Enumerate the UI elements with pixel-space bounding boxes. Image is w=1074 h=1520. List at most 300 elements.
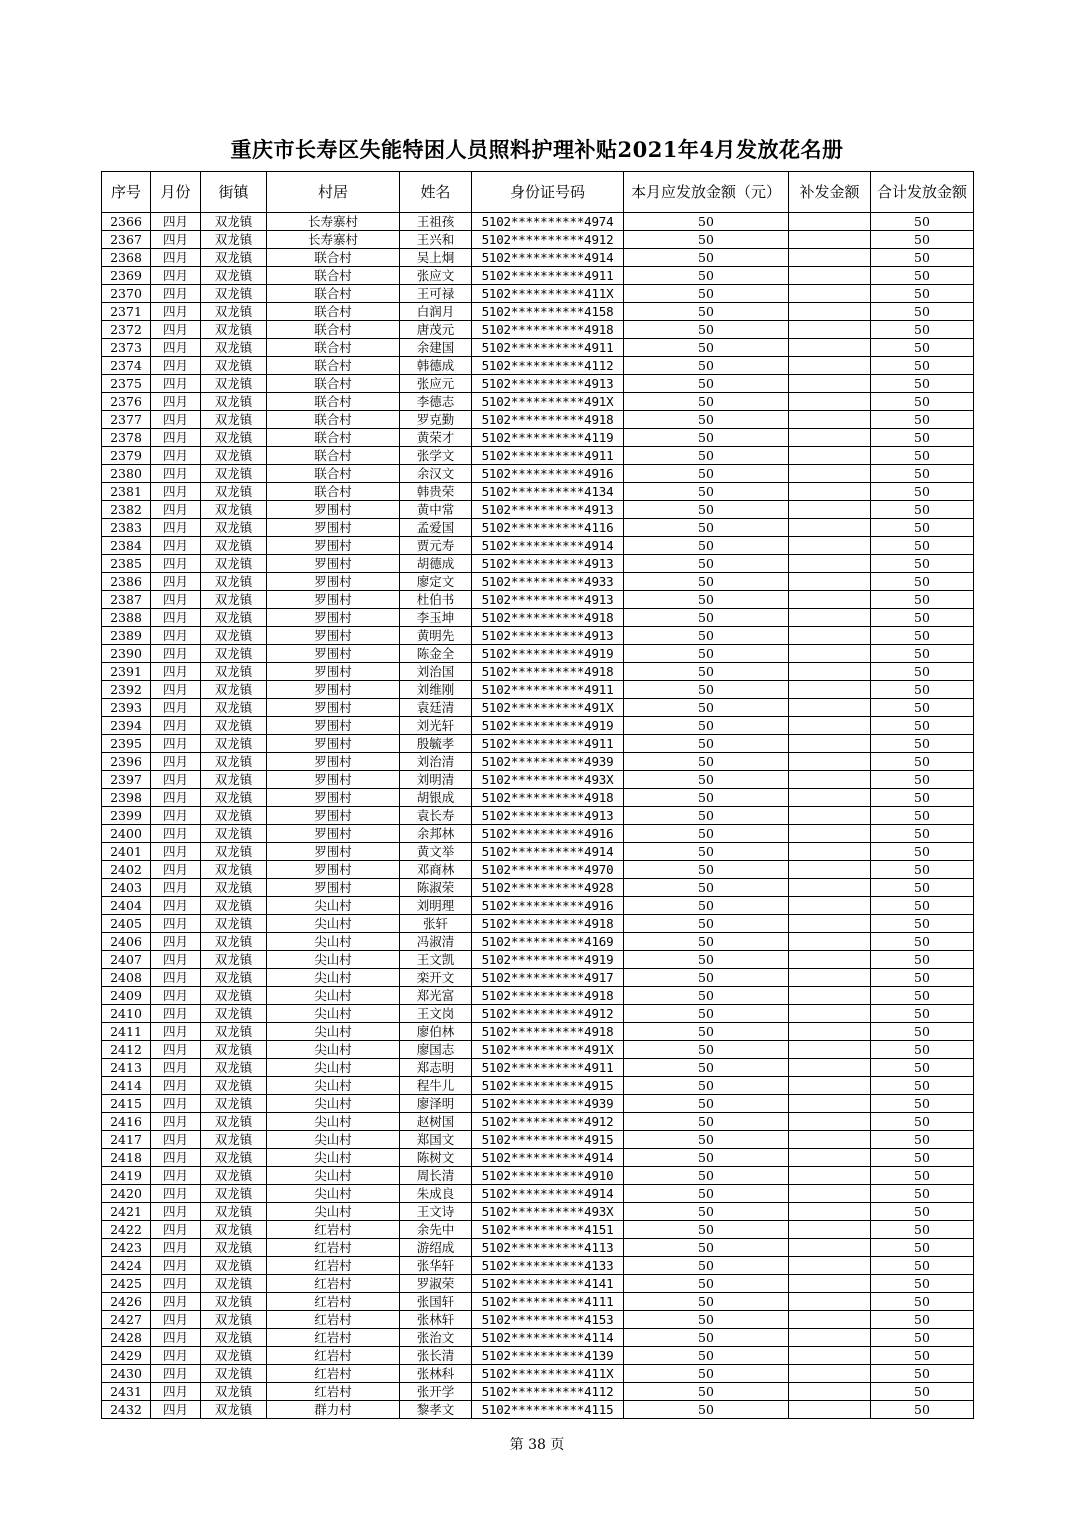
month-cell: 四月 xyxy=(151,447,201,465)
back-pay-cell xyxy=(789,915,871,933)
back-pay-cell xyxy=(789,843,871,861)
total-amount-cell: 50 xyxy=(871,753,974,771)
town-cell: 双龙镇 xyxy=(201,663,267,681)
month-cell: 四月 xyxy=(151,645,201,663)
id-number-cell: 5102**********4916 xyxy=(472,825,624,843)
id-number-cell: 5102**********4918 xyxy=(472,915,624,933)
total-amount-cell: 50 xyxy=(871,1023,974,1041)
village-cell: 尖山村 xyxy=(267,1203,400,1221)
total-amount-cell: 50 xyxy=(871,717,974,735)
seq-cell: 2430 xyxy=(102,1365,151,1383)
name-cell: 张林轩 xyxy=(400,1311,472,1329)
village-cell: 尖山村 xyxy=(267,933,400,951)
name-cell: 王文岗 xyxy=(400,1005,472,1023)
amount-due-cell: 50 xyxy=(624,897,789,915)
id-number-cell: 5102**********411X xyxy=(472,285,624,303)
village-cell: 尖山村 xyxy=(267,1023,400,1041)
name-cell: 张国轩 xyxy=(400,1293,472,1311)
amount-due-cell: 50 xyxy=(624,1311,789,1329)
village-cell: 红岩村 xyxy=(267,1347,400,1365)
header-month: 月份 xyxy=(151,172,201,213)
id-number-cell: 5102**********4915 xyxy=(472,1131,624,1149)
town-cell: 双龙镇 xyxy=(201,303,267,321)
seq-cell: 2394 xyxy=(102,717,151,735)
town-cell: 双龙镇 xyxy=(201,1059,267,1077)
total-amount-cell: 50 xyxy=(871,987,974,1005)
month-cell: 四月 xyxy=(151,1077,201,1095)
month-cell: 四月 xyxy=(151,321,201,339)
seq-cell: 2420 xyxy=(102,1185,151,1203)
total-amount-cell: 50 xyxy=(871,483,974,501)
back-pay-cell xyxy=(789,861,871,879)
name-cell: 黄荣才 xyxy=(400,429,472,447)
table-row xyxy=(102,663,974,681)
seq-cell: 2396 xyxy=(102,753,151,771)
table-row xyxy=(102,915,974,933)
table-row xyxy=(102,1221,974,1239)
back-pay-cell xyxy=(789,789,871,807)
back-pay-cell xyxy=(789,1095,871,1113)
table-row xyxy=(102,1005,974,1023)
town-cell: 双龙镇 xyxy=(201,393,267,411)
town-cell: 双龙镇 xyxy=(201,861,267,879)
village-cell: 罗围村 xyxy=(267,699,400,717)
village-cell: 罗围村 xyxy=(267,663,400,681)
month-cell: 四月 xyxy=(151,555,201,573)
id-number-cell: 5102**********4141 xyxy=(472,1275,624,1293)
total-amount-cell: 50 xyxy=(871,1149,974,1167)
header-village: 村居 xyxy=(267,172,400,213)
month-cell: 四月 xyxy=(151,1221,201,1239)
name-cell: 廖国志 xyxy=(400,1041,472,1059)
header-town: 街镇 xyxy=(201,172,267,213)
total-amount-cell: 50 xyxy=(871,1077,974,1095)
total-amount-cell: 50 xyxy=(871,555,974,573)
village-cell: 联合村 xyxy=(267,267,400,285)
month-cell: 四月 xyxy=(151,1329,201,1347)
town-cell: 双龙镇 xyxy=(201,1239,267,1257)
back-pay-cell xyxy=(789,1293,871,1311)
total-amount-cell: 50 xyxy=(871,393,974,411)
total-amount-cell: 50 xyxy=(871,1311,974,1329)
header-total-amount: 合计发放金额 xyxy=(871,172,974,213)
amount-due-cell: 50 xyxy=(624,483,789,501)
total-amount-cell: 50 xyxy=(871,807,974,825)
back-pay-cell xyxy=(789,1275,871,1293)
seq-cell: 2423 xyxy=(102,1239,151,1257)
village-cell: 联合村 xyxy=(267,303,400,321)
village-cell: 尖山村 xyxy=(267,951,400,969)
town-cell: 双龙镇 xyxy=(201,717,267,735)
total-amount-cell: 50 xyxy=(871,501,974,519)
month-cell: 四月 xyxy=(151,303,201,321)
month-cell: 四月 xyxy=(151,879,201,897)
village-cell: 罗围村 xyxy=(267,555,400,573)
seq-cell: 2369 xyxy=(102,267,151,285)
id-number-cell: 5102**********4112 xyxy=(472,357,624,375)
id-number-cell: 5102**********4918 xyxy=(472,609,624,627)
total-amount-cell: 50 xyxy=(871,537,974,555)
town-cell: 双龙镇 xyxy=(201,537,267,555)
back-pay-cell xyxy=(789,465,871,483)
seq-cell: 2422 xyxy=(102,1221,151,1239)
village-cell: 罗围村 xyxy=(267,573,400,591)
table-row xyxy=(102,951,974,969)
total-amount-cell: 50 xyxy=(871,591,974,609)
village-cell: 罗围村 xyxy=(267,861,400,879)
name-cell: 唐茂元 xyxy=(400,321,472,339)
village-cell: 罗围村 xyxy=(267,681,400,699)
back-pay-cell xyxy=(789,1401,871,1419)
total-amount-cell: 50 xyxy=(871,519,974,537)
total-amount-cell: 50 xyxy=(871,465,974,483)
back-pay-cell xyxy=(789,1239,871,1257)
name-cell: 栾开文 xyxy=(400,969,472,987)
month-cell: 四月 xyxy=(151,807,201,825)
seq-cell: 2421 xyxy=(102,1203,151,1221)
table-row xyxy=(102,303,974,321)
town-cell: 双龙镇 xyxy=(201,1149,267,1167)
seq-cell: 2429 xyxy=(102,1347,151,1365)
amount-due-cell: 50 xyxy=(624,303,789,321)
id-number-cell: 5102**********4153 xyxy=(472,1311,624,1329)
back-pay-cell xyxy=(789,357,871,375)
village-cell: 罗围村 xyxy=(267,825,400,843)
back-pay-cell xyxy=(789,501,871,519)
total-amount-cell: 50 xyxy=(871,303,974,321)
amount-due-cell: 50 xyxy=(624,231,789,249)
amount-due-cell: 50 xyxy=(624,861,789,879)
amount-due-cell: 50 xyxy=(624,933,789,951)
name-cell: 吴上炯 xyxy=(400,249,472,267)
seq-cell: 2377 xyxy=(102,411,151,429)
village-cell: 联合村 xyxy=(267,393,400,411)
amount-due-cell: 50 xyxy=(624,465,789,483)
table-row xyxy=(102,1113,974,1131)
seq-cell: 2431 xyxy=(102,1383,151,1401)
name-cell: 程牛儿 xyxy=(400,1077,472,1095)
seq-cell: 2404 xyxy=(102,897,151,915)
header-id-number: 身份证号码 xyxy=(472,172,624,213)
name-cell: 余先中 xyxy=(400,1221,472,1239)
town-cell: 双龙镇 xyxy=(201,231,267,249)
amount-due-cell: 50 xyxy=(624,1383,789,1401)
month-cell: 四月 xyxy=(151,375,201,393)
village-cell: 联合村 xyxy=(267,285,400,303)
id-number-cell: 5102**********4974 xyxy=(472,213,624,231)
village-cell: 尖山村 xyxy=(267,1095,400,1113)
amount-due-cell: 50 xyxy=(624,1041,789,1059)
name-cell: 殷毓孝 xyxy=(400,735,472,753)
amount-due-cell: 50 xyxy=(624,627,789,645)
table-row xyxy=(102,213,974,231)
amount-due-cell: 50 xyxy=(624,987,789,1005)
total-amount-cell: 50 xyxy=(871,1365,974,1383)
table-row xyxy=(102,321,974,339)
back-pay-cell xyxy=(789,1041,871,1059)
seq-cell: 2411 xyxy=(102,1023,151,1041)
town-cell: 双龙镇 xyxy=(201,1131,267,1149)
total-amount-cell: 50 xyxy=(871,1113,974,1131)
table-row xyxy=(102,609,974,627)
amount-due-cell: 50 xyxy=(624,753,789,771)
village-cell: 尖山村 xyxy=(267,969,400,987)
back-pay-cell xyxy=(789,339,871,357)
table-row xyxy=(102,375,974,393)
amount-due-cell: 50 xyxy=(624,447,789,465)
amount-due-cell: 50 xyxy=(624,699,789,717)
table-row xyxy=(102,591,974,609)
id-number-cell: 5102**********4914 xyxy=(472,1149,624,1167)
month-cell: 四月 xyxy=(151,1113,201,1131)
total-amount-cell: 50 xyxy=(871,573,974,591)
table-row xyxy=(102,987,974,1005)
name-cell: 廖泽明 xyxy=(400,1095,472,1113)
id-number-cell: 5102**********4914 xyxy=(472,537,624,555)
total-amount-cell: 50 xyxy=(871,339,974,357)
table-row xyxy=(102,555,974,573)
seq-cell: 2419 xyxy=(102,1167,151,1185)
town-cell: 双龙镇 xyxy=(201,555,267,573)
total-amount-cell: 50 xyxy=(871,1221,974,1239)
seq-cell: 2382 xyxy=(102,501,151,519)
amount-due-cell: 50 xyxy=(624,717,789,735)
town-cell: 双龙镇 xyxy=(201,1185,267,1203)
seq-cell: 2425 xyxy=(102,1275,151,1293)
month-cell: 四月 xyxy=(151,1059,201,1077)
town-cell: 双龙镇 xyxy=(201,267,267,285)
name-cell: 李玉坤 xyxy=(400,609,472,627)
village-cell: 红岩村 xyxy=(267,1383,400,1401)
id-number-cell: 5102**********411X xyxy=(472,1365,624,1383)
name-cell: 张长清 xyxy=(400,1347,472,1365)
back-pay-cell xyxy=(789,1023,871,1041)
back-pay-cell xyxy=(789,429,871,447)
total-amount-cell: 50 xyxy=(871,1293,974,1311)
village-cell: 尖山村 xyxy=(267,1131,400,1149)
table-row xyxy=(102,1149,974,1167)
seq-cell: 2408 xyxy=(102,969,151,987)
month-cell: 四月 xyxy=(151,429,201,447)
back-pay-cell xyxy=(789,1257,871,1275)
name-cell: 刘治国 xyxy=(400,663,472,681)
table-row xyxy=(102,483,974,501)
month-cell: 四月 xyxy=(151,285,201,303)
village-cell: 尖山村 xyxy=(267,1077,400,1095)
amount-due-cell: 50 xyxy=(624,807,789,825)
name-cell: 孟爱国 xyxy=(400,519,472,537)
id-number-cell: 5102**********4919 xyxy=(472,645,624,663)
back-pay-cell xyxy=(789,1167,871,1185)
month-cell: 四月 xyxy=(151,537,201,555)
amount-due-cell: 50 xyxy=(624,375,789,393)
name-cell: 邓商林 xyxy=(400,861,472,879)
table-row xyxy=(102,1185,974,1203)
table-row xyxy=(102,285,974,303)
table-row xyxy=(102,1077,974,1095)
table-row xyxy=(102,501,974,519)
village-cell: 联合村 xyxy=(267,465,400,483)
month-cell: 四月 xyxy=(151,1023,201,1041)
id-number-cell: 5102**********4133 xyxy=(472,1257,624,1275)
table-row xyxy=(102,231,974,249)
back-pay-cell xyxy=(789,1059,871,1077)
month-cell: 四月 xyxy=(151,1239,201,1257)
table-row xyxy=(102,1131,974,1149)
seq-cell: 2417 xyxy=(102,1131,151,1149)
month-cell: 四月 xyxy=(151,465,201,483)
table-row xyxy=(102,1293,974,1311)
back-pay-cell xyxy=(789,897,871,915)
month-cell: 四月 xyxy=(151,249,201,267)
total-amount-cell: 50 xyxy=(871,213,974,231)
amount-due-cell: 50 xyxy=(624,735,789,753)
back-pay-cell xyxy=(789,717,871,735)
name-cell: 张治文 xyxy=(400,1329,472,1347)
table-row xyxy=(102,393,974,411)
seq-cell: 2399 xyxy=(102,807,151,825)
seq-cell: 2380 xyxy=(102,465,151,483)
village-cell: 罗围村 xyxy=(267,519,400,537)
town-cell: 双龙镇 xyxy=(201,249,267,267)
name-cell: 胡德成 xyxy=(400,555,472,573)
town-cell: 双龙镇 xyxy=(201,483,267,501)
month-cell: 四月 xyxy=(151,357,201,375)
amount-due-cell: 50 xyxy=(624,1167,789,1185)
month-cell: 四月 xyxy=(151,573,201,591)
total-amount-cell: 50 xyxy=(871,663,974,681)
month-cell: 四月 xyxy=(151,1167,201,1185)
village-cell: 群力村 xyxy=(267,1401,400,1419)
village-cell: 罗围村 xyxy=(267,735,400,753)
name-cell: 陈金全 xyxy=(400,645,472,663)
month-cell: 四月 xyxy=(151,1311,201,1329)
table-row xyxy=(102,717,974,735)
month-cell: 四月 xyxy=(151,1131,201,1149)
back-pay-cell xyxy=(789,321,871,339)
back-pay-cell xyxy=(789,1383,871,1401)
total-amount-cell: 50 xyxy=(871,609,974,627)
name-cell: 余建国 xyxy=(400,339,472,357)
total-amount-cell: 50 xyxy=(871,1059,974,1077)
table-row xyxy=(102,249,974,267)
town-cell: 双龙镇 xyxy=(201,699,267,717)
seq-cell: 2390 xyxy=(102,645,151,663)
id-number-cell: 5102**********4913 xyxy=(472,501,624,519)
table-row xyxy=(102,1311,974,1329)
village-cell: 罗围村 xyxy=(267,879,400,897)
month-cell: 四月 xyxy=(151,1095,201,1113)
total-amount-cell: 50 xyxy=(871,1185,974,1203)
seq-cell: 2415 xyxy=(102,1095,151,1113)
total-amount-cell: 50 xyxy=(871,951,974,969)
month-cell: 四月 xyxy=(151,861,201,879)
town-cell: 双龙镇 xyxy=(201,573,267,591)
town-cell: 双龙镇 xyxy=(201,609,267,627)
id-number-cell: 5102**********4913 xyxy=(472,627,624,645)
id-number-cell: 5102**********4917 xyxy=(472,969,624,987)
table-row xyxy=(102,1095,974,1113)
town-cell: 双龙镇 xyxy=(201,1077,267,1095)
back-pay-cell xyxy=(789,1131,871,1149)
roster-table xyxy=(101,171,974,1419)
back-pay-cell xyxy=(789,231,871,249)
month-cell: 四月 xyxy=(151,825,201,843)
seq-cell: 2374 xyxy=(102,357,151,375)
total-amount-cell: 50 xyxy=(871,357,974,375)
town-cell: 双龙镇 xyxy=(201,1275,267,1293)
id-number-cell: 5102**********4139 xyxy=(472,1347,624,1365)
id-number-cell: 5102**********491X xyxy=(472,699,624,717)
seq-cell: 2398 xyxy=(102,789,151,807)
month-cell: 四月 xyxy=(151,1401,201,1419)
table-row xyxy=(102,735,974,753)
village-cell: 红岩村 xyxy=(267,1293,400,1311)
amount-due-cell: 50 xyxy=(624,591,789,609)
name-cell: 郑国文 xyxy=(400,1131,472,1149)
name-cell: 张林科 xyxy=(400,1365,472,1383)
id-number-cell: 5102**********4911 xyxy=(472,735,624,753)
back-pay-cell xyxy=(789,1221,871,1239)
id-number-cell: 5102**********4928 xyxy=(472,879,624,897)
table-row xyxy=(102,1329,974,1347)
town-cell: 双龙镇 xyxy=(201,1041,267,1059)
name-cell: 余邦林 xyxy=(400,825,472,843)
town-cell: 双龙镇 xyxy=(201,447,267,465)
id-number-cell: 5102**********4918 xyxy=(472,321,624,339)
amount-due-cell: 50 xyxy=(624,771,789,789)
name-cell: 黎孝文 xyxy=(400,1401,472,1419)
seq-cell: 2366 xyxy=(102,213,151,231)
total-amount-cell: 50 xyxy=(871,1167,974,1185)
month-cell: 四月 xyxy=(151,609,201,627)
seq-cell: 2367 xyxy=(102,231,151,249)
seq-cell: 2428 xyxy=(102,1329,151,1347)
seq-cell: 2400 xyxy=(102,825,151,843)
village-cell: 罗围村 xyxy=(267,591,400,609)
total-amount-cell: 50 xyxy=(871,789,974,807)
name-cell: 刘光轩 xyxy=(400,717,472,735)
id-number-cell: 5102**********4911 xyxy=(472,447,624,465)
back-pay-cell xyxy=(789,573,871,591)
town-cell: 双龙镇 xyxy=(201,789,267,807)
town-cell: 双龙镇 xyxy=(201,1167,267,1185)
id-number-cell: 5102**********4112 xyxy=(472,1383,624,1401)
table-row xyxy=(102,753,974,771)
village-cell: 红岩村 xyxy=(267,1257,400,1275)
name-cell: 杜伯书 xyxy=(400,591,472,609)
table-row xyxy=(102,969,974,987)
table-row xyxy=(102,1167,974,1185)
id-number-cell: 5102**********4111 xyxy=(472,1293,624,1311)
month-cell: 四月 xyxy=(151,1203,201,1221)
back-pay-cell xyxy=(789,951,871,969)
id-number-cell: 5102**********4914 xyxy=(472,249,624,267)
id-number-cell: 5102**********4918 xyxy=(472,411,624,429)
table-row xyxy=(102,789,974,807)
total-amount-cell: 50 xyxy=(871,1383,974,1401)
amount-due-cell: 50 xyxy=(624,1239,789,1257)
id-number-cell: 5102**********4913 xyxy=(472,807,624,825)
village-cell: 尖山村 xyxy=(267,1185,400,1203)
amount-due-cell: 50 xyxy=(624,1005,789,1023)
month-cell: 四月 xyxy=(151,1365,201,1383)
village-cell: 尖山村 xyxy=(267,1005,400,1023)
table-row xyxy=(102,339,974,357)
village-cell: 联合村 xyxy=(267,429,400,447)
name-cell: 王兴和 xyxy=(400,231,472,249)
town-cell: 双龙镇 xyxy=(201,1329,267,1347)
